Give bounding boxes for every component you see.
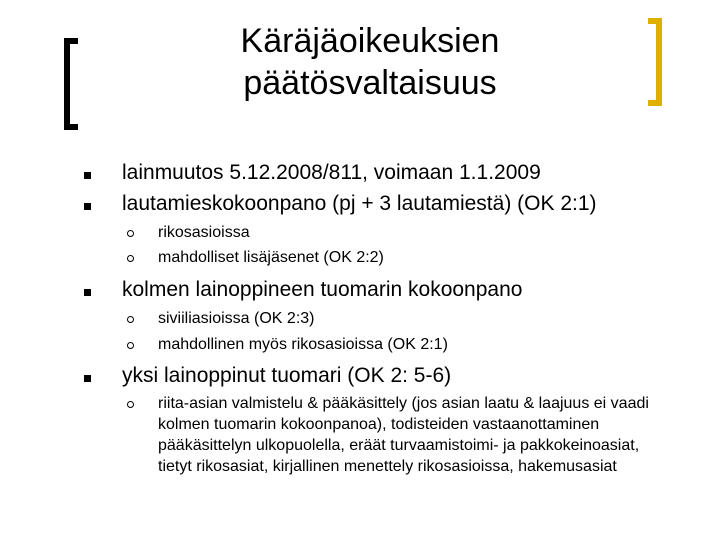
circle-bullet-icon [126, 254, 136, 264]
slide-title [120, 20, 620, 104]
list-item: mahdolliset lisäjäsenet (OK 2:2) [158, 249, 384, 266]
square-bullet-icon [82, 287, 94, 299]
list-item: lainmuutos 5.12.2008/811, voimaan 1.1.2009 [122, 161, 541, 184]
title-bracket-right [648, 18, 662, 106]
list-item: riita-asian valmistelu & pääkäsittely (jos asian laatu & laajuus ei vaadi kolmen tuomarin kokoonpanoa), todisteiden vastaanottaminen pääkäsittelyn ulkopuolella, eräät turvaamistoimi- ja pakkokeinoasiat, tietyt rikosasiat, kirjallinen menettely rikosasioissa, hakemusasiat [158, 395, 649, 475]
list-item: mahdollinen myös rikosasioissa (OK 2:1) [158, 336, 448, 353]
title-bracket-left [64, 38, 78, 130]
list-item: siviiliasioissa (OK 2:3) [158, 310, 315, 327]
list-item: yksi lainoppinut tuomari (OK 2: 5-6) [122, 364, 452, 387]
square-bullet-icon [82, 170, 94, 182]
circle-bullet-icon [126, 229, 136, 239]
title-line-2: päätösvaltaisuus [243, 64, 497, 102]
square-bullet-icon [82, 373, 94, 385]
circle-bullet-icon [126, 341, 136, 351]
circle-bullet-icon [126, 315, 136, 325]
square-bullet-icon [82, 201, 94, 213]
list-item: lautamieskokoonpano (pj + 3 lautamiestä) (OK 2:1) [122, 192, 597, 215]
title-line-1: Käräjäoikeuksien [240, 22, 500, 60]
list-item: rikosasioissa [158, 224, 250, 241]
circle-bullet-icon [126, 400, 136, 410]
list-item: kolmen lainoppineen tuomarin kokoonpano [122, 278, 523, 301]
